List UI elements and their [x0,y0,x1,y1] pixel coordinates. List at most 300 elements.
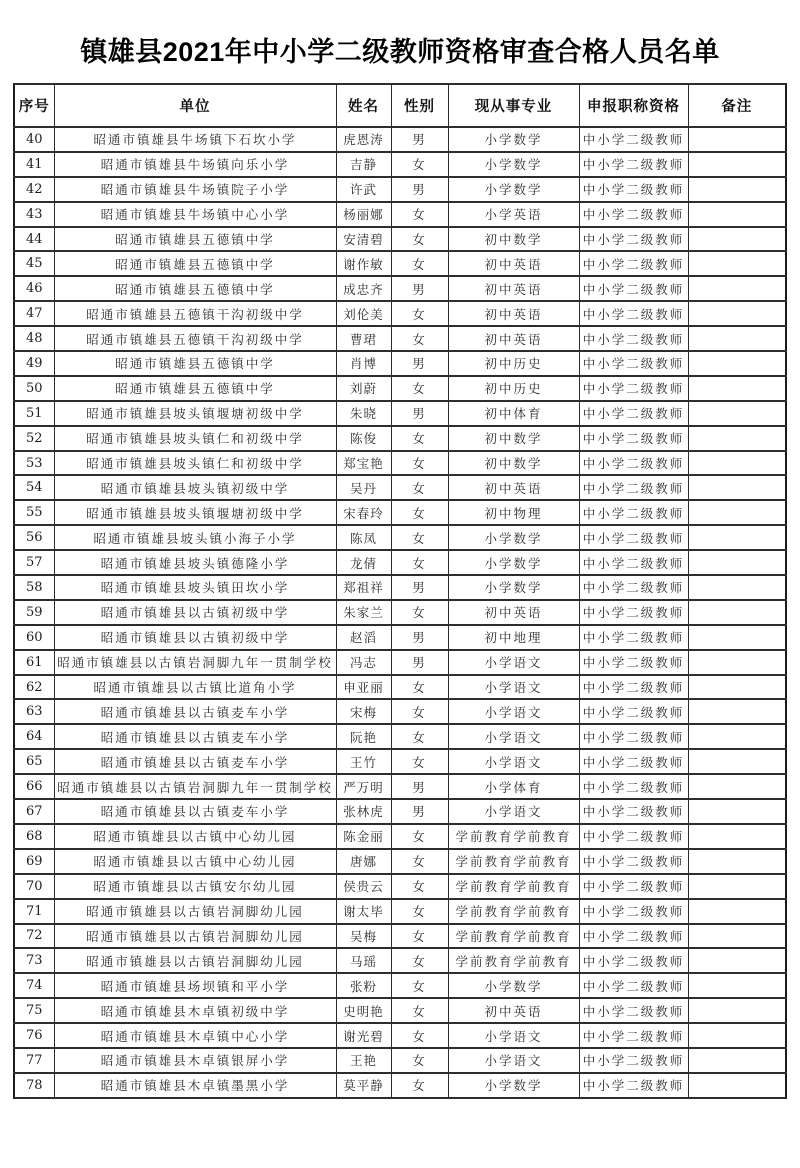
cell-gender: 女 [391,202,448,227]
cell-serial-number: 50 [14,376,54,401]
cell-gender: 女 [391,824,448,849]
cell-name: 陈俊 [336,426,391,451]
cell-name: 史明艳 [336,998,391,1023]
header-remark: 备注 [688,84,786,127]
cell-current-major: 小学数学 [448,127,579,152]
cell-unit: 昭通市镇雄县坡头镇堰塘初级中学 [54,401,336,426]
cell-current-major: 小学语文 [448,1023,579,1048]
cell-unit: 昭通市镇雄县五德镇干沟初级中学 [54,326,336,351]
cell-name: 吴丹 [336,475,391,500]
cell-gender: 女 [391,500,448,525]
cell-name: 冯志 [336,650,391,675]
table-row [14,924,786,949]
cell-name: 谢太毕 [336,899,391,924]
cell-remark [688,451,786,476]
cell-unit: 昭通市镇雄县坡头镇仁和初级中学 [54,451,336,476]
cell-gender: 男 [391,351,448,376]
cell-current-major: 学前教育学前教育 [448,824,579,849]
cell-unit: 昭通市镇雄县以古镇岩洞脚九年一贯制学校 [54,650,336,675]
cell-unit: 昭通市镇雄县牛场镇院子小学 [54,177,336,202]
cell-gender: 女 [391,525,448,550]
table-row [14,774,786,799]
table-row [14,127,786,152]
cell-serial-number: 56 [14,525,54,550]
cell-declared-title: 中小学二级教师 [579,326,688,351]
cell-name: 成忠齐 [336,276,391,301]
cell-declared-title: 中小学二级教师 [579,849,688,874]
table-row [14,675,786,700]
cell-remark [688,899,786,924]
cell-remark [688,202,786,227]
cell-declared-title: 中小学二级教师 [579,276,688,301]
cell-unit: 昭通市镇雄县坡头镇田坎小学 [54,575,336,600]
cell-gender: 女 [391,973,448,998]
cell-declared-title: 中小学二级教师 [579,127,688,152]
cell-gender: 女 [391,924,448,949]
cell-gender: 女 [391,326,448,351]
cell-current-major: 初中英语 [448,475,579,500]
cell-serial-number: 43 [14,202,54,227]
cell-current-major: 初中地理 [448,625,579,650]
cell-gender: 男 [391,625,448,650]
cell-gender: 女 [391,749,448,774]
cell-name: 吴梅 [336,924,391,949]
cell-serial-number: 40 [14,127,54,152]
cell-declared-title: 中小学二级教师 [579,500,688,525]
cell-current-major: 小学体育 [448,774,579,799]
cell-declared-title: 中小学二级教师 [579,1048,688,1073]
cell-current-major: 小学数学 [448,525,579,550]
cell-declared-title: 中小学二级教师 [579,251,688,276]
cell-name: 郑宝艳 [336,451,391,476]
cell-serial-number: 45 [14,251,54,276]
cell-gender: 女 [391,675,448,700]
cell-gender: 男 [391,177,448,202]
table-body [14,127,786,1098]
cell-gender: 女 [391,426,448,451]
cell-unit: 昭通市镇雄县以古镇岩洞脚幼儿园 [54,948,336,973]
cell-declared-title: 中小学二级教师 [579,152,688,177]
cell-remark [688,774,786,799]
cell-remark [688,824,786,849]
cell-name: 陈凤 [336,525,391,550]
cell-unit: 昭通市镇雄县以古镇比道角小学 [54,675,336,700]
cell-remark [688,351,786,376]
cell-name: 宋春玲 [336,500,391,525]
cell-declared-title: 中小学二级教师 [579,874,688,899]
cell-unit: 昭通市镇雄县坡头镇仁和初级中学 [54,426,336,451]
cell-declared-title: 中小学二级教师 [579,525,688,550]
cell-unit: 昭通市镇雄县牛场镇中心小学 [54,202,336,227]
table-row [14,799,786,824]
cell-name: 刘蔚 [336,376,391,401]
cell-name: 吉静 [336,152,391,177]
table-row [14,177,786,202]
cell-current-major: 初中数学 [448,227,579,252]
cell-remark [688,625,786,650]
table-row [14,525,786,550]
cell-current-major: 初中英语 [448,251,579,276]
cell-remark [688,251,786,276]
header-serial-number: 序号 [14,84,54,127]
cell-current-major: 学前教育学前教育 [448,948,579,973]
cell-declared-title: 中小学二级教师 [579,202,688,227]
cell-declared-title: 中小学二级教师 [579,824,688,849]
cell-name: 谢光碧 [336,1023,391,1048]
cell-remark [688,301,786,326]
cell-current-major: 初中数学 [448,426,579,451]
cell-current-major: 学前教育学前教育 [448,899,579,924]
header-name: 姓名 [336,84,391,127]
cell-name: 龙倩 [336,550,391,575]
cell-declared-title: 中小学二级教师 [579,924,688,949]
cell-current-major: 小学英语 [448,202,579,227]
cell-unit: 昭通市镇雄县坡头镇德隆小学 [54,550,336,575]
cell-serial-number: 72 [14,924,54,949]
cell-serial-number: 75 [14,998,54,1023]
cell-current-major: 初中数学 [448,451,579,476]
cell-current-major: 初中英语 [448,998,579,1023]
cell-serial-number: 70 [14,874,54,899]
cell-name: 马瑶 [336,948,391,973]
cell-remark [688,475,786,500]
cell-gender: 女 [391,376,448,401]
cell-remark [688,1048,786,1073]
table-row [14,376,786,401]
cell-unit: 昭通市镇雄县以古镇中心幼儿园 [54,849,336,874]
cell-serial-number: 68 [14,824,54,849]
cell-name: 肖博 [336,351,391,376]
table-row [14,152,786,177]
cell-current-major: 初中英语 [448,600,579,625]
cell-remark [688,948,786,973]
cell-remark [688,699,786,724]
cell-gender: 女 [391,1023,448,1048]
cell-remark [688,401,786,426]
cell-serial-number: 63 [14,699,54,724]
cell-unit: 昭通市镇雄县牛场镇向乐小学 [54,152,336,177]
cell-declared-title: 中小学二级教师 [579,301,688,326]
cell-name: 谢作敏 [336,251,391,276]
cell-gender: 女 [391,227,448,252]
cell-name: 王艳 [336,1048,391,1073]
cell-serial-number: 62 [14,675,54,700]
cell-unit: 昭通市镇雄县以古镇初级中学 [54,600,336,625]
table-row [14,575,786,600]
cell-current-major: 初中历史 [448,376,579,401]
cell-declared-title: 中小学二级教师 [579,699,688,724]
cell-unit: 昭通市镇雄县以古镇麦车小学 [54,699,336,724]
cell-serial-number: 42 [14,177,54,202]
table-row [14,326,786,351]
cell-name: 申亚丽 [336,675,391,700]
cell-remark [688,525,786,550]
cell-remark [688,600,786,625]
cell-serial-number: 76 [14,1023,54,1048]
cell-serial-number: 47 [14,301,54,326]
cell-gender: 女 [391,301,448,326]
cell-current-major: 学前教育学前教育 [448,874,579,899]
cell-remark [688,1073,786,1098]
cell-unit: 昭通市镇雄县五德镇中学 [54,227,336,252]
cell-remark [688,973,786,998]
cell-declared-title: 中小学二级教师 [579,227,688,252]
table-row [14,699,786,724]
cell-remark [688,227,786,252]
cell-current-major: 小学数学 [448,973,579,998]
cell-declared-title: 中小学二级教师 [579,1073,688,1098]
table-row [14,749,786,774]
cell-remark [688,874,786,899]
table-row [14,824,786,849]
cell-gender: 女 [391,152,448,177]
cell-current-major: 初中物理 [448,500,579,525]
cell-serial-number: 78 [14,1073,54,1098]
cell-serial-number: 77 [14,1048,54,1073]
cell-remark [688,724,786,749]
cell-remark [688,426,786,451]
cell-declared-title: 中小学二级教师 [579,475,688,500]
cell-name: 刘伦美 [336,301,391,326]
cell-gender: 女 [391,1073,448,1098]
cell-gender: 女 [391,724,448,749]
cell-serial-number: 65 [14,749,54,774]
cell-unit: 昭通市镇雄县五德镇中学 [54,276,336,301]
cell-unit: 昭通市镇雄县坡头镇堰塘初级中学 [54,500,336,525]
cell-remark [688,849,786,874]
cell-serial-number: 71 [14,899,54,924]
cell-remark [688,152,786,177]
cell-serial-number: 67 [14,799,54,824]
table-row [14,451,786,476]
cell-serial-number: 46 [14,276,54,301]
table-row [14,899,786,924]
cell-gender: 女 [391,948,448,973]
cell-name: 唐娜 [336,849,391,874]
cell-unit: 昭通市镇雄县木卓镇墨黑小学 [54,1073,336,1098]
cell-serial-number: 54 [14,475,54,500]
cell-serial-number: 73 [14,948,54,973]
cell-unit: 昭通市镇雄县以古镇麦车小学 [54,749,336,774]
cell-serial-number: 44 [14,227,54,252]
cell-serial-number: 64 [14,724,54,749]
cell-gender: 男 [391,799,448,824]
cell-declared-title: 中小学二级教师 [579,401,688,426]
cell-declared-title: 中小学二级教师 [579,376,688,401]
table-row [14,1073,786,1098]
cell-unit: 昭通市镇雄县五德镇干沟初级中学 [54,301,336,326]
cell-remark [688,276,786,301]
cell-name: 虎恩涛 [336,127,391,152]
cell-name: 宋梅 [336,699,391,724]
cell-gender: 男 [391,127,448,152]
table-row [14,550,786,575]
cell-gender: 女 [391,1048,448,1073]
cell-current-major: 小学数学 [448,575,579,600]
cell-current-major: 小学语文 [448,799,579,824]
cell-remark [688,675,786,700]
cell-serial-number: 49 [14,351,54,376]
cell-current-major: 学前教育学前教育 [448,849,579,874]
cell-current-major: 小学语文 [448,699,579,724]
cell-gender: 男 [391,575,448,600]
cell-gender: 女 [391,550,448,575]
cell-gender: 女 [391,451,448,476]
cell-unit: 昭通市镇雄县以古镇岩洞脚幼儿园 [54,899,336,924]
cell-serial-number: 58 [14,575,54,600]
cell-unit: 昭通市镇雄县坡头镇初级中学 [54,475,336,500]
cell-gender: 女 [391,998,448,1023]
cell-current-major: 小学语文 [448,749,579,774]
cell-serial-number: 69 [14,849,54,874]
cell-name: 许武 [336,177,391,202]
cell-unit: 昭通市镇雄县坡头镇小海子小学 [54,525,336,550]
cell-name: 陈金丽 [336,824,391,849]
cell-remark [688,376,786,401]
cell-remark [688,799,786,824]
cell-remark [688,749,786,774]
table-row [14,1048,786,1073]
cell-name: 赵滔 [336,625,391,650]
table-row [14,998,786,1023]
cell-remark [688,924,786,949]
cell-gender: 女 [391,849,448,874]
header-gender: 性别 [391,84,448,127]
cell-remark [688,127,786,152]
cell-unit: 昭通市镇雄县木卓镇初级中学 [54,998,336,1023]
cell-unit: 昭通市镇雄县五德镇中学 [54,376,336,401]
cell-current-major: 小学数学 [448,152,579,177]
cell-unit: 昭通市镇雄县五德镇中学 [54,251,336,276]
cell-unit: 昭通市镇雄县以古镇中心幼儿园 [54,824,336,849]
cell-current-major: 小学语文 [448,675,579,700]
cell-gender: 女 [391,899,448,924]
cell-remark [688,177,786,202]
cell-gender: 女 [391,874,448,899]
cell-remark [688,1023,786,1048]
cell-current-major: 初中英语 [448,276,579,301]
table-row [14,227,786,252]
cell-current-major: 小学数学 [448,177,579,202]
cell-current-major: 初中英语 [448,301,579,326]
cell-unit: 昭通市镇雄县场坝镇和平小学 [54,973,336,998]
table-row [14,1023,786,1048]
cell-declared-title: 中小学二级教师 [579,774,688,799]
cell-name: 阮艳 [336,724,391,749]
table-row [14,475,786,500]
cell-gender: 男 [391,650,448,675]
cell-serial-number: 61 [14,650,54,675]
cell-unit: 昭通市镇雄县木卓镇银屏小学 [54,1048,336,1073]
cell-name: 莫平静 [336,1073,391,1098]
header-row [14,84,786,127]
cell-current-major: 初中英语 [448,326,579,351]
cell-unit: 昭通市镇雄县木卓镇中心小学 [54,1023,336,1048]
cell-unit: 昭通市镇雄县以古镇岩洞脚幼儿园 [54,924,336,949]
cell-declared-title: 中小学二级教师 [579,550,688,575]
table-row [14,973,786,998]
cell-name: 曹珺 [336,326,391,351]
cell-remark [688,650,786,675]
cell-name: 侯贵云 [336,874,391,899]
cell-unit: 昭通市镇雄县以古镇初级中学 [54,625,336,650]
cell-declared-title: 中小学二级教师 [579,1023,688,1048]
cell-serial-number: 51 [14,401,54,426]
table-row [14,650,786,675]
cell-remark [688,326,786,351]
table-row [14,500,786,525]
page-title: 镇雄县2021年中小学二级教师资格审查合格人员名单 [80,37,720,67]
cell-remark [688,575,786,600]
cell-name: 张林虎 [336,799,391,824]
cell-unit: 昭通市镇雄县以古镇麦车小学 [54,724,336,749]
cell-declared-title: 中小学二级教师 [579,749,688,774]
table-row [14,849,786,874]
cell-serial-number: 52 [14,426,54,451]
table-row [14,600,786,625]
cell-declared-title: 中小学二级教师 [579,625,688,650]
header-declared-title: 申报职称资格 [579,84,688,127]
table-row [14,251,786,276]
cell-gender: 女 [391,600,448,625]
table-row [14,625,786,650]
table-row [14,401,786,426]
cell-serial-number: 59 [14,600,54,625]
cell-unit: 昭通市镇雄县以古镇安尔幼儿园 [54,874,336,899]
cell-name: 郑祖祥 [336,575,391,600]
cell-current-major: 初中历史 [448,351,579,376]
cell-remark [688,998,786,1023]
cell-name: 朱晓 [336,401,391,426]
cell-remark [688,550,786,575]
cell-gender: 女 [391,699,448,724]
cell-serial-number: 55 [14,500,54,525]
cell-current-major: 小学数学 [448,550,579,575]
cell-unit: 昭通市镇雄县以古镇麦车小学 [54,799,336,824]
cell-name: 严万明 [336,774,391,799]
cell-serial-number: 60 [14,625,54,650]
cell-name: 王竹 [336,749,391,774]
cell-gender: 男 [391,401,448,426]
table-row [14,724,786,749]
cell-gender: 女 [391,251,448,276]
cell-serial-number: 41 [14,152,54,177]
cell-serial-number: 48 [14,326,54,351]
cell-current-major: 小学语文 [448,650,579,675]
cell-declared-title: 中小学二级教师 [579,724,688,749]
cell-gender: 女 [391,475,448,500]
cell-name: 朱家兰 [336,600,391,625]
cell-declared-title: 中小学二级教师 [579,675,688,700]
document-page [0,36,800,1168]
cell-gender: 男 [391,276,448,301]
cell-current-major: 小学语文 [448,724,579,749]
cell-declared-title: 中小学二级教师 [579,451,688,476]
cell-gender: 男 [391,774,448,799]
qualified-personnel-table [13,83,787,1099]
cell-declared-title: 中小学二级教师 [579,177,688,202]
cell-current-major: 初中体育 [448,401,579,426]
cell-declared-title: 中小学二级教师 [579,998,688,1023]
cell-declared-title: 中小学二级教师 [579,948,688,973]
header-current-major: 现从事专业 [448,84,579,127]
table-row [14,426,786,451]
cell-declared-title: 中小学二级教师 [579,973,688,998]
table-row [14,874,786,899]
cell-serial-number: 74 [14,973,54,998]
cell-current-major: 小学语文 [448,1048,579,1073]
cell-declared-title: 中小学二级教师 [579,575,688,600]
